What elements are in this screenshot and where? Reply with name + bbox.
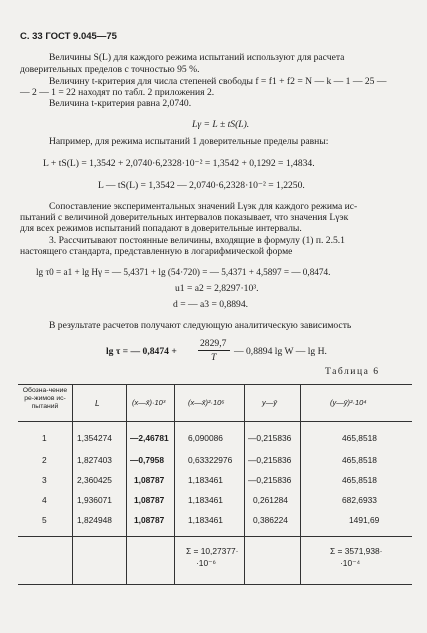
table-cell: 6,090086 — [188, 433, 223, 443]
table-rule — [244, 384, 245, 584]
table-cell: —0,215836 — [248, 475, 292, 485]
table-caption: Таблица 6 — [325, 366, 380, 377]
paragraph-line: пытаний с величиной доверительных интервалов показывает, что значения Lγэк — [20, 212, 349, 223]
table-sum: ·10⁻⁶ — [196, 558, 216, 568]
table-cell: —2,46781 — [130, 433, 169, 443]
table-header: Обозна-чение ре-жимов ис-пытаний — [22, 387, 68, 410]
table-cell: 1,08787 — [134, 515, 165, 525]
paragraph-line: Величина t-критерия равна 2,0740. — [49, 98, 192, 109]
table-cell: 682,6933 — [342, 495, 377, 505]
formula: d = — a3 = 0,8894. — [173, 299, 249, 310]
table-header: (y—ȳ)²·10⁴ — [330, 398, 367, 407]
formula-numerator: 2829,7 — [200, 338, 227, 349]
table-cell: —0,215836 — [248, 455, 292, 465]
formula: L + tS(L) = 1,3542 + 2,0740·6,2328·10⁻² = 1,3542 + 0,1292 = 1,4834. — [43, 158, 315, 169]
table-rule — [18, 584, 412, 585]
table-cell: 0,63322976 — [188, 455, 233, 465]
paragraph-line: настоящего стандарта, представленную в логарифмической форме — [20, 246, 293, 257]
table-cell: 1,183461 — [188, 475, 223, 485]
table-cell: 1,183461 — [188, 515, 223, 525]
table-sum: Σ = 10,27377· — [186, 546, 239, 556]
table-header: (x—x̄)·10³ — [132, 398, 166, 407]
table-cell: 465,8518 — [342, 475, 377, 485]
paragraph-line: для всех режимов испытаний попадают в доверительные интервалы. — [20, 223, 302, 234]
table-sum: Σ = 3571,938· — [330, 546, 383, 556]
table-header: (x—x̄)²·10⁶ — [188, 398, 225, 407]
table-cell: 2,360425 — [77, 475, 112, 485]
table-cell: 1,824948 — [77, 515, 112, 525]
table-rule — [72, 384, 73, 584]
formula: u1 = a2 = 2,8297·10³. — [175, 283, 259, 294]
table-rule — [18, 384, 412, 385]
table-rule — [18, 536, 412, 537]
paragraph-line: Величину t-критерия для числа степеней свободы f = f1 + f2 = N — k — 1 — 25 — — [49, 76, 387, 87]
table-rule — [18, 421, 412, 422]
table-cell: 1491,69 — [349, 515, 380, 525]
table-header: y—ȳ — [262, 398, 277, 407]
table-cell: 0,261284 — [253, 495, 288, 505]
table-cell: 1 — [42, 433, 47, 443]
table-cell: 1,827403 — [77, 455, 112, 465]
table-cell: 2 — [42, 455, 47, 465]
paragraph-line: В результате расчетов получают следующую аналитическую зависимость — [49, 320, 352, 331]
fraction-bar — [198, 350, 230, 351]
table-cell: 0,386224 — [253, 515, 288, 525]
table-cell: 4 — [42, 495, 47, 505]
table-rule — [126, 384, 127, 584]
table-cell: 3 — [42, 475, 47, 485]
table-cell: —0,215836 — [248, 433, 292, 443]
table-rule — [174, 384, 175, 584]
table-cell: 1,08787 — [134, 495, 165, 505]
table-header: L — [95, 398, 100, 408]
table-cell: 5 — [42, 515, 47, 525]
page-header: С. 33 ГОСТ 9.045—75 — [20, 31, 117, 42]
formula-denominator: T — [211, 352, 217, 363]
table-cell: 1,936071 — [77, 495, 112, 505]
paragraph-line: 3. Рассчитывают постоянные величины, входящие в формулу (1) п. 2.5.1 — [49, 235, 345, 246]
formula: lg τ0 = a1 + lg Hγ = — 5,4371 + lg (54·720) = — 5,4371 + 4,5897 = — 0,8474. — [36, 267, 331, 277]
paragraph-line: Сопоставление экспериментальных значений Lγэк для каждого режима ис- — [49, 201, 358, 212]
formula: lg τ = — 0,8474 + — [106, 346, 177, 357]
table-cell: —0,7958 — [130, 455, 164, 465]
paragraph-line: доверительных пределов с точностью 95 %. — [20, 64, 200, 75]
table-cell: 1,354274 — [77, 433, 112, 443]
table-sum: ·10⁻⁴ — [340, 558, 361, 568]
formula: Lγ = L ± tS(L). — [192, 119, 250, 130]
paragraph-line: Величины S(L) для каждого режима испытаний используют для расчета — [49, 52, 345, 63]
formula: — 0,8894 lg W — lg H. — [234, 346, 327, 357]
table-rule — [300, 384, 301, 584]
formula: L — tS(L) = 1,3542 — 2,0740·6,2328·10⁻² = 1,2250. — [98, 180, 305, 191]
table-cell: 1,08787 — [134, 475, 165, 485]
table-cell: 465,8518 — [342, 433, 377, 443]
paragraph-line: Например, для режима испытаний 1 доверительные пределы равны: — [49, 136, 329, 147]
paragraph-line: — 2 — 1 = 22 находят по табл. 2 приложения 2. — [20, 87, 215, 98]
table-cell: 465,8518 — [342, 455, 377, 465]
table-cell: 1,183461 — [188, 495, 223, 505]
